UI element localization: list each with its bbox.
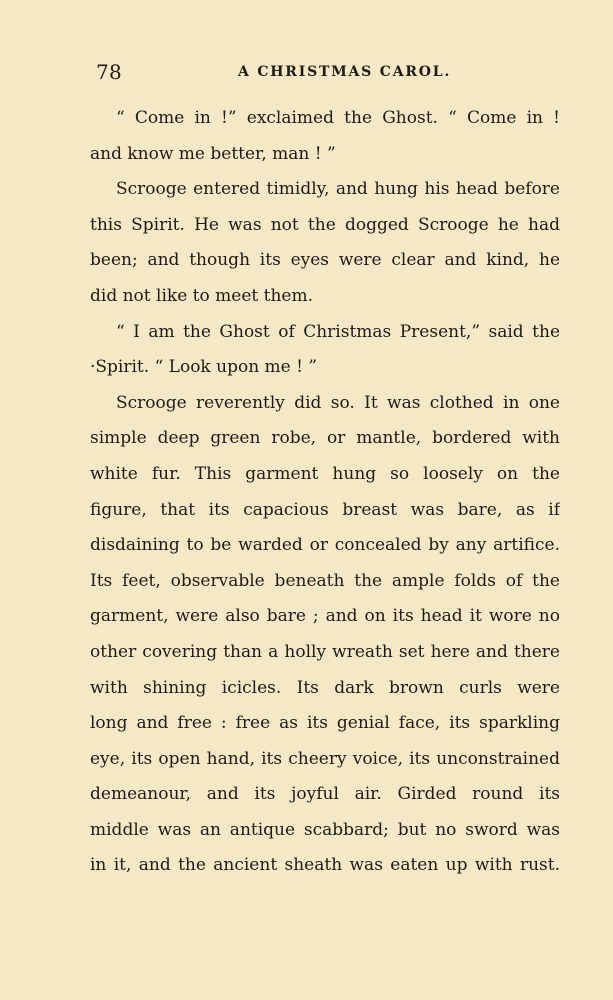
text-line: in it, and the ancient sheath was eaten up with rust. bbox=[90, 855, 560, 876]
text-line: “ Come in !” exclaimed the Ghost. “ Come in ! bbox=[116, 108, 560, 128]
text-line: this Spirit. He was not the dogged Scrooge he had bbox=[90, 214, 560, 235]
body-text bbox=[90, 101, 560, 884]
text-line: other covering than a holly wreath set here and there bbox=[90, 641, 560, 662]
text-line: Its feet, observable beneath the ample folds of the bbox=[90, 570, 560, 591]
text-line: Scrooge reverently did so. It was clothed in one bbox=[116, 392, 560, 413]
text-line: with shining icicles. Its dark brown curls were bbox=[90, 677, 560, 698]
text-line: garment, were also bare ; and on its head it wore no bbox=[90, 606, 560, 627]
text-line: long and free : free as its genial face, its sparkling bbox=[90, 713, 560, 734]
text-line: been; and though its eyes were clear and kind, he bbox=[90, 250, 560, 271]
text-line: “ I am the Ghost of Christmas Present,” said the bbox=[116, 321, 560, 342]
text-line: white fur. This garment hung so loosely on the bbox=[90, 463, 560, 484]
text-line: middle was an antique scabbard; but no sword was bbox=[90, 819, 560, 840]
text-line: demeanour, and its joyful air. Girded round its bbox=[90, 784, 560, 805]
text-line: and know me better, man ! ” bbox=[90, 143, 336, 164]
text-line: ·Spirit. “ Look upon me ! ” bbox=[90, 357, 318, 378]
page-number: 78 bbox=[96, 60, 123, 84]
text-line: did not like to meet them. bbox=[90, 285, 313, 306]
page-header bbox=[96, 60, 526, 84]
text-line: Scrooge entered timidly, and hung his head before bbox=[116, 179, 560, 200]
text-line: figure, that its capacious breast was bare, as if bbox=[90, 499, 560, 520]
text-line: simple deep green robe, or mantle, bordered with bbox=[90, 428, 560, 449]
text-line: eye, its open hand, its cheery voice, its unconstrained bbox=[90, 748, 560, 769]
text-line: disdaining to be warded or concealed by any artifice. bbox=[90, 535, 560, 556]
running-title: A CHRISTMAS CAROL. bbox=[238, 64, 452, 80]
